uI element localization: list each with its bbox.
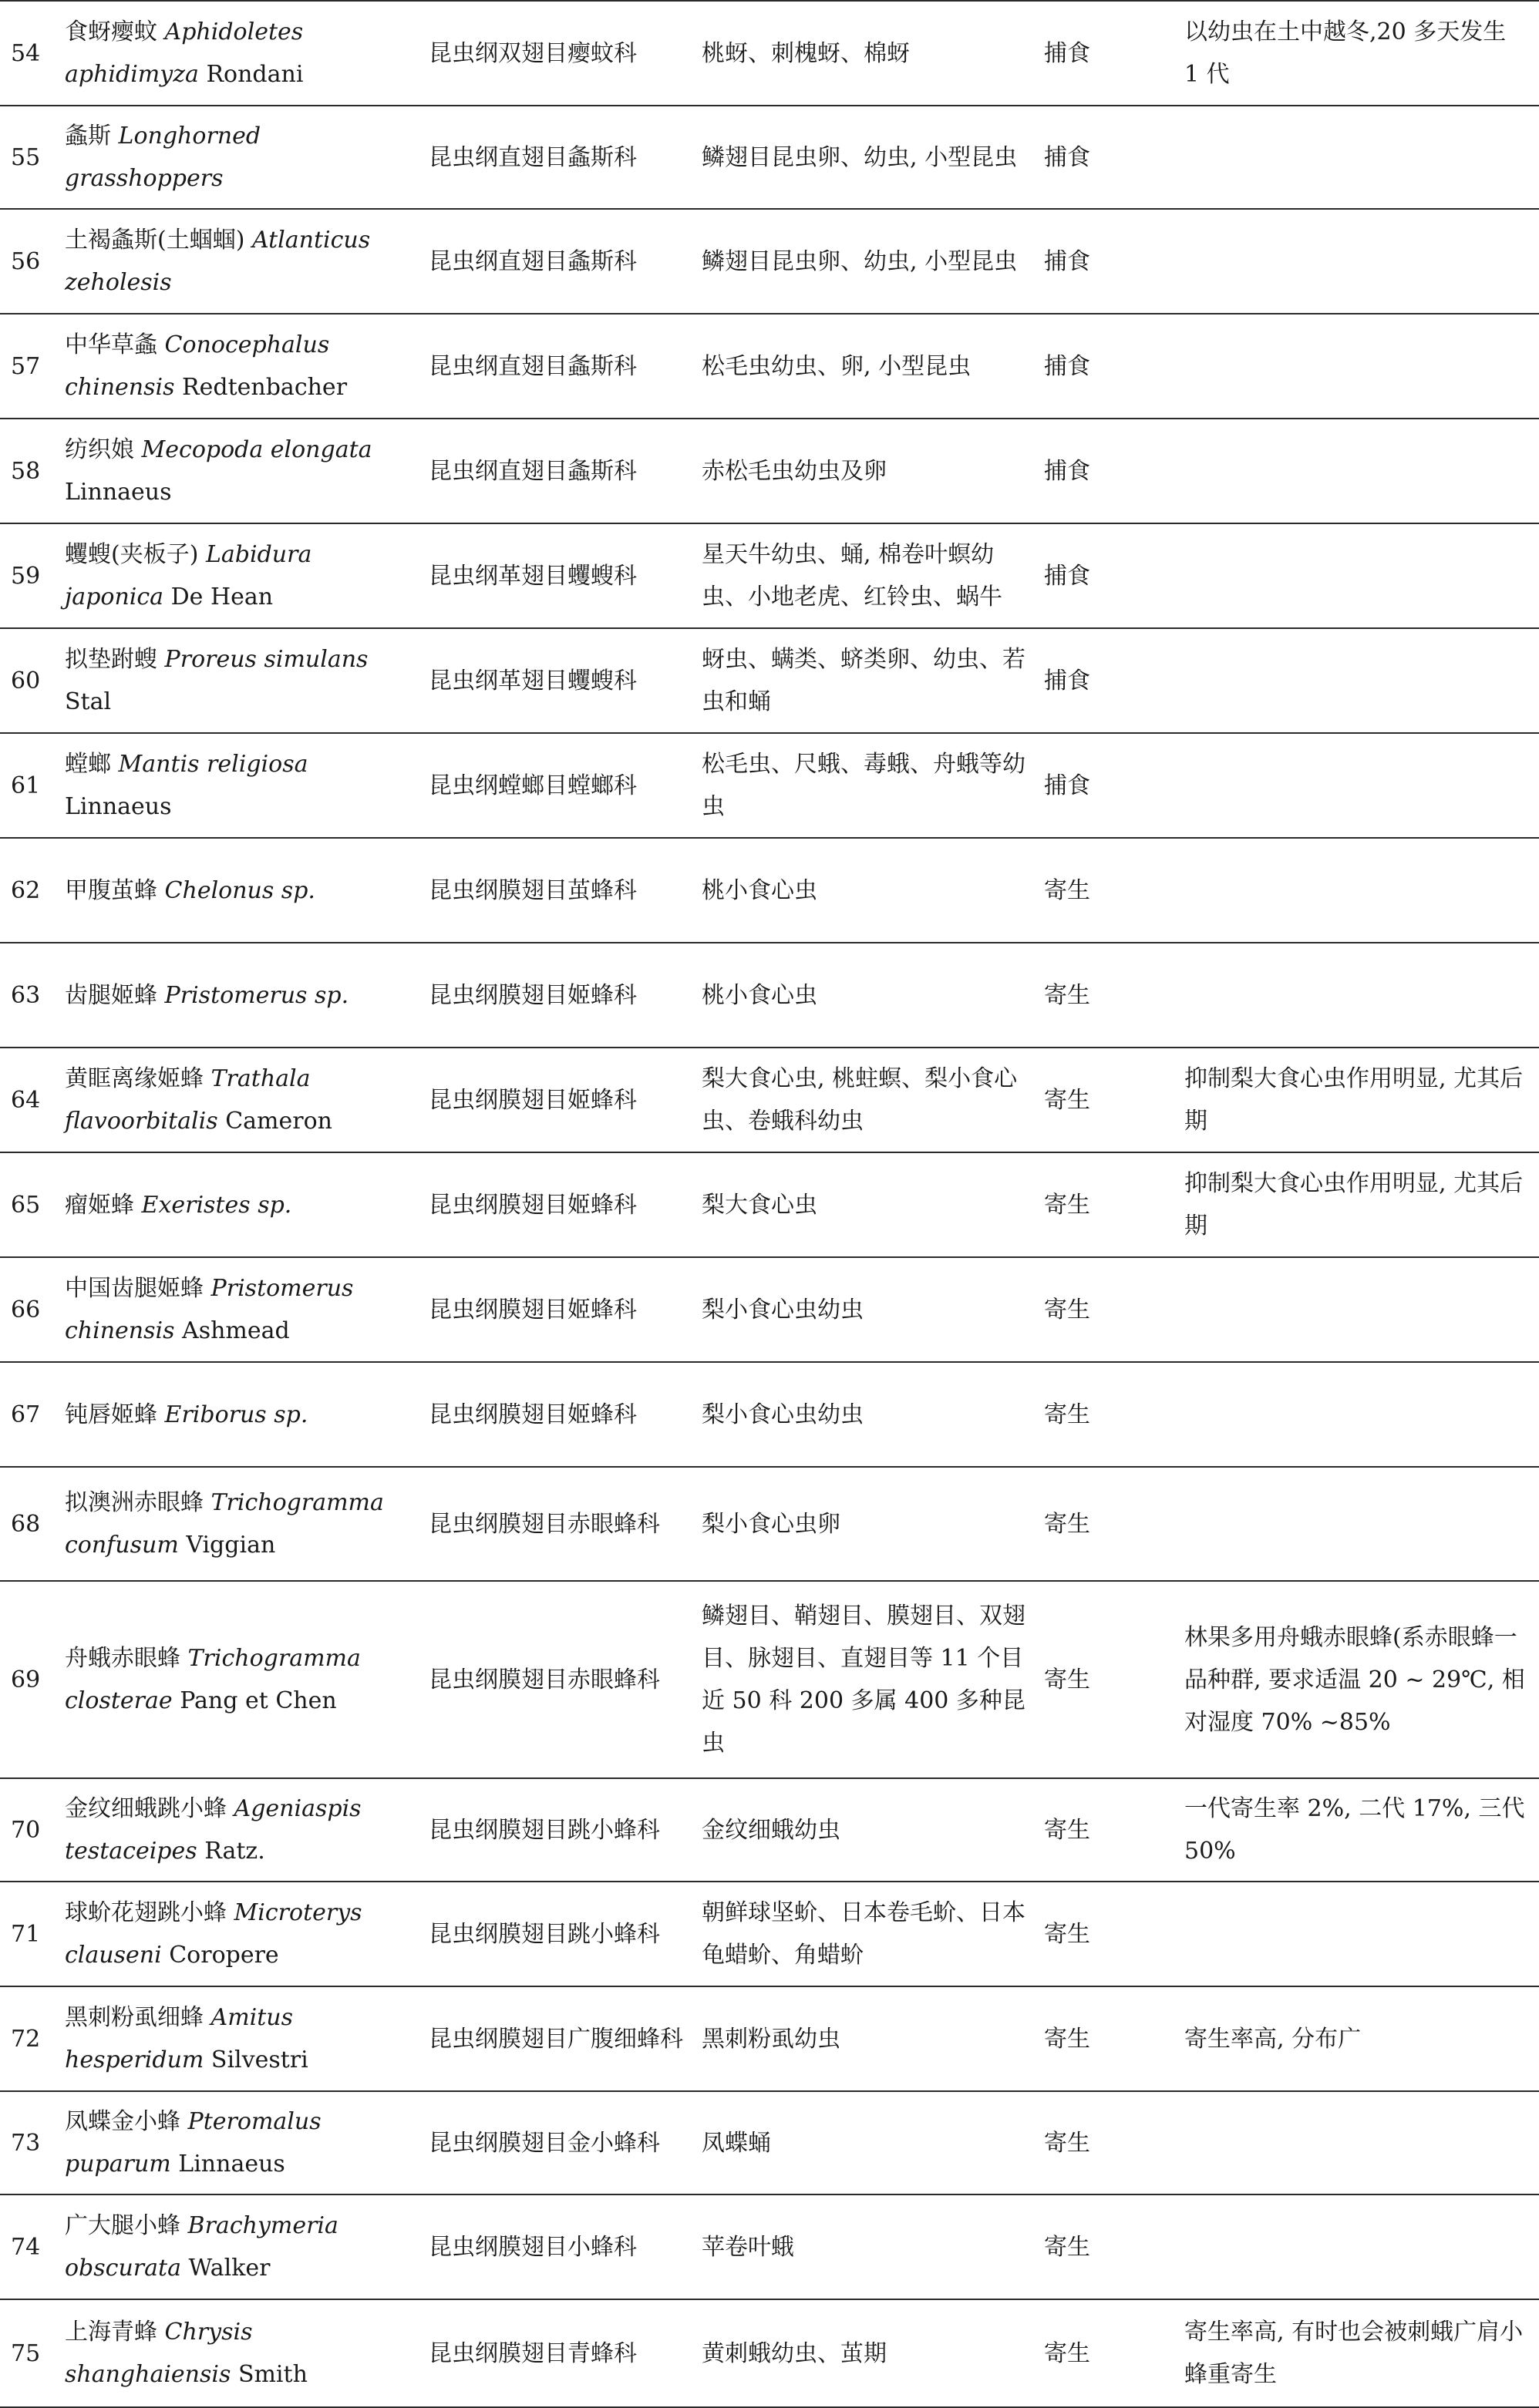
note-cell xyxy=(1181,2194,1539,2299)
row-number: 62 xyxy=(0,838,60,943)
host-cell: 鳞翅目、鞘翅目、膜翅目、双翅目、脉翅目、直翅目等 11 个目近 50 科 200 多属 400 多种昆虫 xyxy=(699,1581,1041,1778)
species-common-name: 纺织娘 xyxy=(65,436,134,463)
species-author: Smith xyxy=(237,2361,308,2388)
host-cell: 苹卷叶蛾 xyxy=(699,2194,1041,2299)
table-body xyxy=(0,1,1539,2407)
table-row xyxy=(0,1,1539,106)
host-cell: 黑刺粉虱幼虫 xyxy=(699,1986,1041,2091)
species-common-name: 蠼螋(夹板子) xyxy=(65,541,199,568)
species-common-name: 球蚧花翅跳小蜂 xyxy=(65,1899,227,1926)
mode-cell: 寄生 xyxy=(1041,1362,1181,1467)
species-common-name: 中国齿腿姬蜂 xyxy=(65,1275,204,1302)
host-cell: 梨小食心虫幼虫 xyxy=(699,1257,1041,1362)
species-name-cell xyxy=(60,1882,426,1986)
row-number: 64 xyxy=(0,1048,60,1152)
note-cell xyxy=(1181,106,1539,209)
host-cell: 朝鲜球坚蚧、日本卷毛蚧、日本龟蜡蚧、角蜡蚧 xyxy=(699,1882,1041,1986)
row-number: 67 xyxy=(0,1362,60,1467)
mode-cell: 寄生 xyxy=(1041,838,1181,943)
species-common-name: 甲腹茧蜂 xyxy=(65,876,157,904)
table-row xyxy=(0,314,1539,419)
host-cell: 桃小食心虫 xyxy=(699,838,1041,943)
host-cell: 梨大食心虫 xyxy=(699,1152,1041,1257)
species-common-name: 上海青蜂 xyxy=(65,2319,157,2346)
host-cell: 梨大食心虫, 桃蛀螟、梨小食心虫、卷蛾科幼虫 xyxy=(699,1048,1041,1152)
species-author: Ratz. xyxy=(204,1838,265,1865)
mode-cell: 寄生 xyxy=(1041,2091,1181,2194)
species-scientific-name: Aphidoletes aphidimyza xyxy=(65,18,304,88)
species-common-name: 广大腿小蜂 xyxy=(65,2212,180,2239)
table-row xyxy=(0,419,1539,523)
species-name-cell xyxy=(60,314,426,419)
species-common-name: 齿腿姬蜂 xyxy=(65,981,157,1009)
row-number: 66 xyxy=(0,1257,60,1362)
note-cell xyxy=(1181,628,1539,733)
row-number: 57 xyxy=(0,314,60,419)
host-cell: 鳞翅目昆虫卵、幼虫, 小型昆虫 xyxy=(699,209,1041,314)
table-row xyxy=(0,1467,1539,1581)
species-scientific-name: Amitus hesperidum xyxy=(65,2004,294,2073)
table-row xyxy=(0,523,1539,628)
species-name-cell xyxy=(60,1581,426,1778)
species-common-name: 金纹细蛾跳小蜂 xyxy=(65,1795,227,1822)
note-cell xyxy=(1181,733,1539,838)
note-cell: 寄生率高, 有时也会被刺蛾广肩小蜂重寄生 xyxy=(1181,2299,1539,2407)
row-number: 74 xyxy=(0,2194,60,2299)
row-number: 70 xyxy=(0,1778,60,1882)
species-scientific-name: Chelonus sp. xyxy=(164,876,315,904)
taxonomy-cell: 昆虫纲膜翅目赤眼蜂科 xyxy=(426,1467,699,1581)
species-author: Pang et Chen xyxy=(180,1687,337,1714)
mode-cell: 寄生 xyxy=(1041,1257,1181,1362)
species-scientific-name: Longhorned grasshoppers xyxy=(65,123,261,192)
note-cell xyxy=(1181,838,1539,943)
host-cell: 赤松毛虫幼虫及卵 xyxy=(699,419,1041,523)
host-cell: 金纹细蛾幼虫 xyxy=(699,1778,1041,1882)
host-cell: 黄刺蛾幼虫、茧期 xyxy=(699,2299,1041,2407)
row-number: 73 xyxy=(0,2091,60,2194)
mode-cell: 寄生 xyxy=(1041,1986,1181,2091)
species-scientific-name: Exeristes sp. xyxy=(141,1191,292,1219)
taxonomy-cell: 昆虫纲直翅目螽斯科 xyxy=(426,314,699,419)
mode-cell: 寄生 xyxy=(1041,1467,1181,1581)
note-cell xyxy=(1181,943,1539,1048)
table-row xyxy=(0,943,1539,1048)
species-name-cell xyxy=(60,943,426,1048)
mode-cell: 寄生 xyxy=(1041,2299,1181,2407)
species-scientific-name: Pteromalus puparum xyxy=(65,2108,322,2178)
species-scientific-name: Mecopoda elongata xyxy=(141,436,372,463)
note-cell xyxy=(1181,209,1539,314)
row-number: 60 xyxy=(0,628,60,733)
species-name-cell xyxy=(60,628,426,733)
species-scientific-name: Trichogramma closterae xyxy=(65,1645,361,1714)
species-common-name: 拟垫跗螋 xyxy=(65,646,157,673)
species-scientific-name: Brachymeria obscurata xyxy=(65,2212,338,2282)
row-number: 54 xyxy=(0,1,60,106)
taxonomy-cell: 昆虫纲直翅目螽斯科 xyxy=(426,209,699,314)
species-author: Cameron xyxy=(225,1108,332,1135)
species-name-cell xyxy=(60,523,426,628)
species-common-name: 黑刺粉虱细蜂 xyxy=(65,2004,204,2031)
taxonomy-cell: 昆虫纲膜翅目姬蜂科 xyxy=(426,1257,699,1362)
taxonomy-cell: 昆虫纲膜翅目茧蜂科 xyxy=(426,838,699,943)
host-cell: 凤蝶蛹 xyxy=(699,2091,1041,2194)
table-row xyxy=(0,1048,1539,1152)
species-name-cell xyxy=(60,733,426,838)
taxonomy-cell: 昆虫纲膜翅目小蜂科 xyxy=(426,2194,699,2299)
table-row xyxy=(0,1986,1539,2091)
row-number: 61 xyxy=(0,733,60,838)
row-number: 69 xyxy=(0,1581,60,1778)
row-number: 72 xyxy=(0,1986,60,2091)
mode-cell: 寄生 xyxy=(1041,1048,1181,1152)
species-scientific-name: Labidura japonica xyxy=(65,541,312,610)
species-name-cell xyxy=(60,1467,426,1581)
species-name-cell xyxy=(60,1362,426,1467)
mode-cell: 捕食 xyxy=(1041,1,1181,106)
species-name-cell xyxy=(60,209,426,314)
species-scientific-name: Chrysis shanghaiensis xyxy=(65,2319,253,2388)
row-number: 63 xyxy=(0,943,60,1048)
row-number: 68 xyxy=(0,1467,60,1581)
table-row xyxy=(0,2091,1539,2194)
mode-cell: 寄生 xyxy=(1041,1778,1181,1882)
species-scientific-name: Microterys clauseni xyxy=(65,1899,362,1969)
row-number: 55 xyxy=(0,106,60,209)
species-scientific-name: Trathala flavoorbitalis xyxy=(65,1065,311,1135)
table-row xyxy=(0,2194,1539,2299)
taxonomy-cell: 昆虫纲膜翅目赤眼蜂科 xyxy=(426,1581,699,1778)
row-number: 56 xyxy=(0,209,60,314)
note-cell: 以幼虫在土中越冬,20 多天发生 1 代 xyxy=(1181,1,1539,106)
species-author: De Hean xyxy=(170,584,274,610)
table-row xyxy=(0,209,1539,314)
row-number: 58 xyxy=(0,419,60,523)
host-cell: 桃小食心虫 xyxy=(699,943,1041,1048)
species-name-cell xyxy=(60,2091,426,2194)
host-cell: 松毛虫、尺蛾、毒蛾、舟蛾等幼虫 xyxy=(699,733,1041,838)
taxonomy-cell: 昆虫纲革翅目蠼螋科 xyxy=(426,628,699,733)
note-cell: 抑制梨大食心虫作用明显, 尤其后期 xyxy=(1181,1048,1539,1152)
note-cell xyxy=(1181,1467,1539,1581)
species-author: Walker xyxy=(188,2255,271,2282)
note-cell xyxy=(1181,1257,1539,1362)
mode-cell: 捕食 xyxy=(1041,106,1181,209)
species-name-cell xyxy=(60,1778,426,1882)
species-name-cell xyxy=(60,419,426,523)
taxonomy-cell: 昆虫纲螳螂目螳螂科 xyxy=(426,733,699,838)
species-common-name: 土褐螽斯(土蝈蝈) xyxy=(65,227,245,254)
taxonomy-cell: 昆虫纲膜翅目姬蜂科 xyxy=(426,1048,699,1152)
taxonomy-cell: 昆虫纲膜翅目青蜂科 xyxy=(426,2299,699,2407)
mode-cell: 捕食 xyxy=(1041,209,1181,314)
species-scientific-name: Ageniaspis testaceipes xyxy=(65,1795,362,1865)
species-common-name: 黄眶离缘姬蜂 xyxy=(65,1065,204,1092)
species-common-name: 食蚜瘿蚊 xyxy=(65,18,157,45)
table-row xyxy=(0,106,1539,209)
mode-cell: 捕食 xyxy=(1041,523,1181,628)
table-row xyxy=(0,733,1539,838)
species-name-cell xyxy=(60,2194,426,2299)
host-cell: 星天牛幼虫、蛹, 棉卷叶螟幼虫、小地老虎、红铃虫、蜗牛 xyxy=(699,523,1041,628)
species-common-name: 拟澳洲赤眼蜂 xyxy=(65,1489,204,1516)
table-row xyxy=(0,1882,1539,1986)
note-cell xyxy=(1181,523,1539,628)
note-cell: 林果多用舟蛾赤眼蜂(系赤眼蜂一品种群, 要求适温 20 ~ 29℃, 相对湿度 70% ~85% xyxy=(1181,1581,1539,1778)
table-row xyxy=(0,1581,1539,1778)
taxonomy-cell: 昆虫纲革翅目蠼螋科 xyxy=(426,523,699,628)
taxonomy-cell: 昆虫纲直翅目螽斯科 xyxy=(426,106,699,209)
species-scientific-name: Conocephalus chinensis xyxy=(65,331,330,401)
taxonomy-cell: 昆虫纲直翅目螽斯科 xyxy=(426,419,699,523)
species-common-name: 凤蝶金小蜂 xyxy=(65,2108,180,2135)
species-author: Linnaeus xyxy=(65,793,172,820)
species-common-name: 舟蛾赤眼蜂 xyxy=(65,1645,180,1672)
species-scientific-name: Pristomerus sp. xyxy=(164,981,349,1009)
species-name-cell xyxy=(60,2299,426,2407)
mode-cell: 寄生 xyxy=(1041,2194,1181,2299)
note-cell: 寄生率高, 分布广 xyxy=(1181,1986,1539,2091)
note-cell xyxy=(1181,314,1539,419)
note-cell: 抑制梨大食心虫作用明显, 尤其后期 xyxy=(1181,1152,1539,1257)
species-scientific-name: Proreus simulans xyxy=(164,646,369,673)
species-name-cell xyxy=(60,106,426,209)
species-scientific-name: Atlanticus zeholesis xyxy=(65,227,371,296)
species-name-cell xyxy=(60,1986,426,2091)
host-cell: 梨小食心虫卵 xyxy=(699,1467,1041,1581)
mode-cell: 寄生 xyxy=(1041,1581,1181,1778)
species-author: Redtenbacher xyxy=(182,374,348,401)
species-name-cell xyxy=(60,1257,426,1362)
species-author: Linnaeus xyxy=(65,479,172,506)
taxonomy-cell: 昆虫纲膜翅目姬蜂科 xyxy=(426,1362,699,1467)
taxonomy-cell: 昆虫纲膜翅目姬蜂科 xyxy=(426,943,699,1048)
table-row xyxy=(0,1362,1539,1467)
mode-cell: 寄生 xyxy=(1041,1882,1181,1986)
taxonomy-cell: 昆虫纲膜翅目跳小蜂科 xyxy=(426,1778,699,1882)
table-row xyxy=(0,628,1539,733)
taxonomy-cell: 昆虫纲膜翅目跳小蜂科 xyxy=(426,1882,699,1986)
species-author: Linnaeus xyxy=(178,2151,285,2178)
row-number: 65 xyxy=(0,1152,60,1257)
host-cell: 松毛虫幼虫、卵, 小型昆虫 xyxy=(699,314,1041,419)
species-scientific-name: Eriborus sp. xyxy=(164,1401,308,1428)
taxonomy-cell: 昆虫纲膜翅目金小蜂科 xyxy=(426,2091,699,2194)
mode-cell: 寄生 xyxy=(1041,1152,1181,1257)
species-author: Stal xyxy=(65,688,112,715)
mode-cell: 捕食 xyxy=(1041,419,1181,523)
row-number: 59 xyxy=(0,523,60,628)
species-name-cell xyxy=(60,1152,426,1257)
mode-cell: 寄生 xyxy=(1041,943,1181,1048)
species-common-name: 瘤姬蜂 xyxy=(65,1191,134,1219)
species-name-cell xyxy=(60,1,426,106)
species-scientific-name: Mantis religiosa xyxy=(118,751,308,778)
row-number: 75 xyxy=(0,2299,60,2407)
mode-cell: 捕食 xyxy=(1041,314,1181,419)
taxonomy-cell: 昆虫纲双翅目瘿蚊科 xyxy=(426,1,699,106)
host-cell: 梨小食心虫幼虫 xyxy=(699,1362,1041,1467)
species-name-cell xyxy=(60,838,426,943)
table-row xyxy=(0,1778,1539,1882)
species-common-name: 螳螂 xyxy=(65,751,111,778)
mode-cell: 捕食 xyxy=(1041,628,1181,733)
species-scientific-name: Trichogramma confusum xyxy=(65,1489,384,1559)
species-author: Silvestri xyxy=(210,2046,308,2073)
table-row xyxy=(0,2299,1539,2407)
species-author: Ashmead xyxy=(182,1317,290,1344)
species-common-name: 钝唇姬蜂 xyxy=(65,1401,157,1428)
note-cell xyxy=(1181,419,1539,523)
taxonomy-cell: 昆虫纲膜翅目广腹细蜂科 xyxy=(426,1986,699,2091)
species-author: Coropere xyxy=(169,1942,279,1969)
species-name-cell xyxy=(60,1048,426,1152)
row-number: 71 xyxy=(0,1882,60,1986)
species-common-name: 中华草螽 xyxy=(65,331,157,358)
table-row xyxy=(0,838,1539,943)
table-row xyxy=(0,1152,1539,1257)
note-cell xyxy=(1181,1362,1539,1467)
species-scientific-name: Pristomerus chinensis xyxy=(65,1275,354,1344)
host-cell: 鳞翅目昆虫卵、幼虫, 小型昆虫 xyxy=(699,106,1041,209)
mode-cell: 捕食 xyxy=(1041,733,1181,838)
species-common-name: 螽斯 xyxy=(65,123,111,150)
note-cell: 一代寄生率 2%, 二代 17%, 三代 50% xyxy=(1181,1778,1539,1882)
taxonomy-cell: 昆虫纲膜翅目姬蜂科 xyxy=(426,1152,699,1257)
note-cell xyxy=(1181,1882,1539,1986)
species-author: Rondani xyxy=(206,61,304,88)
host-cell: 蚜虫、螨类、蛴类卵、幼虫、若虫和蛹 xyxy=(699,628,1041,733)
table-row xyxy=(0,1257,1539,1362)
note-cell xyxy=(1181,2091,1539,2194)
host-cell: 桃蚜、刺槐蚜、棉蚜 xyxy=(699,1,1041,106)
species-author: Viggian xyxy=(186,1532,276,1559)
